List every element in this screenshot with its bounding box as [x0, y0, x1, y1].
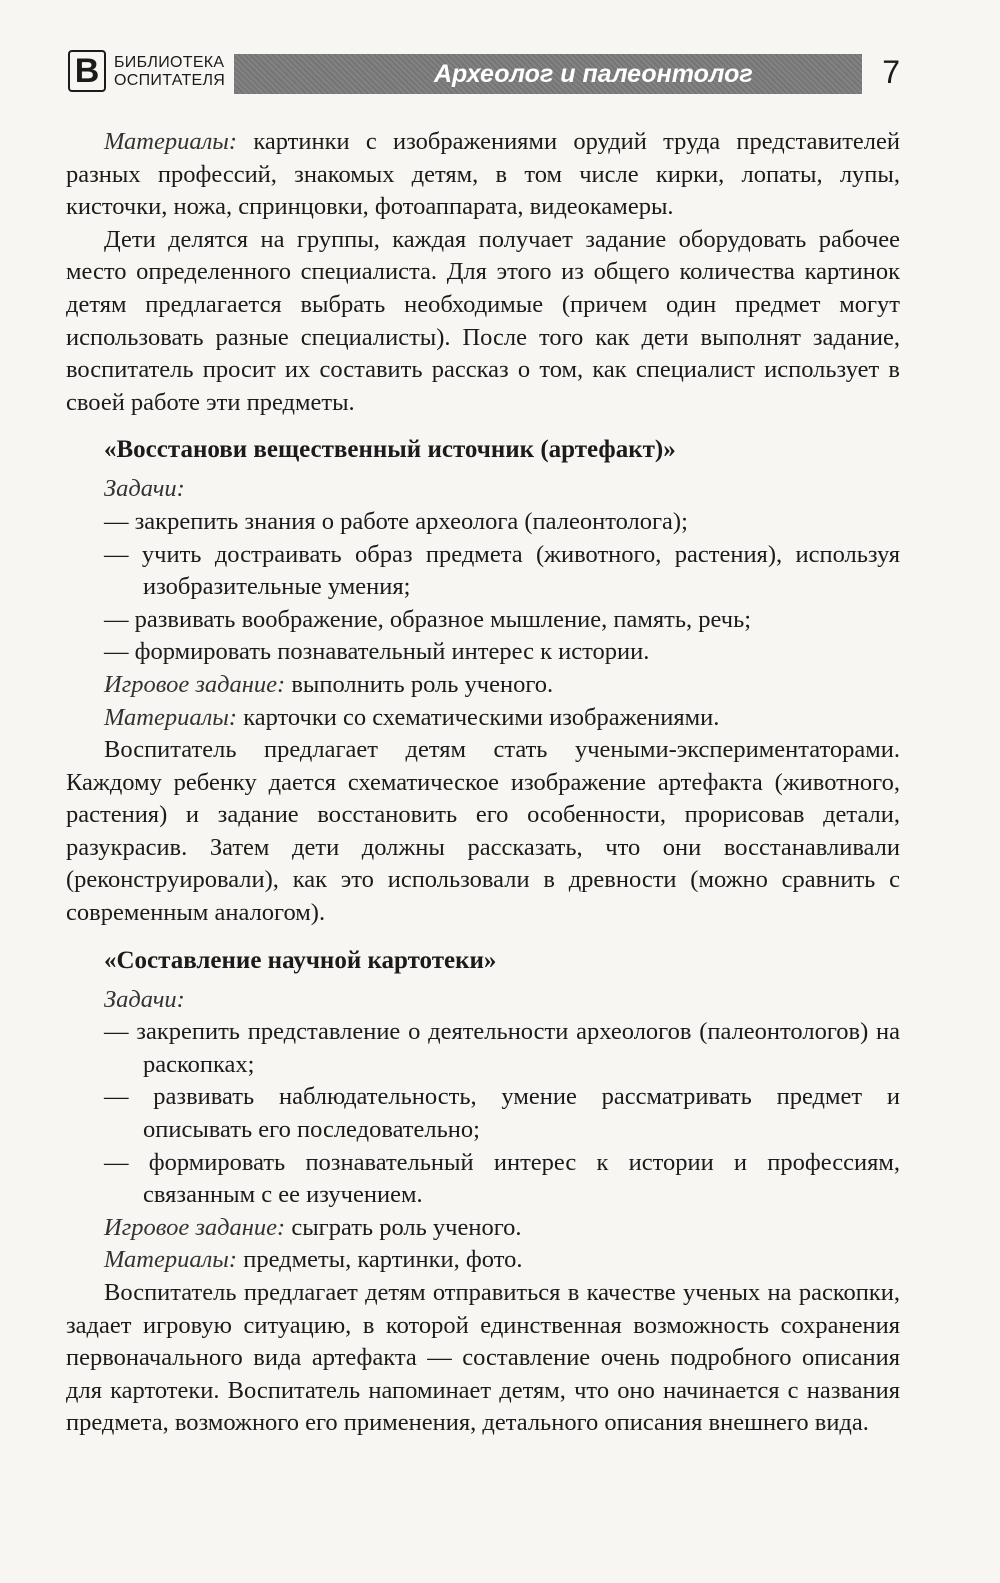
game-task — [66, 669, 900, 702]
task-item: — формировать познавательный интерес к истории и профессиям, связанным с ее изучением. — [104, 1148, 900, 1209]
intro-paragraph: Дети делятся на группы, каждая получает задание оборудовать рабочее место определенного специалиста. Для этого из общего количества картинок детям предлагается выбрать необходимые (причем один предмет могут использовать разные специалисты). После того как дети выполнят задание, воспитатель просит их составить рассказ о том, как специалист использует в своей работе эти предметы. — [66, 225, 900, 416]
materials-label: Материалы: — [104, 1246, 238, 1274]
materials-text: карточки со схематическими изображениями. — [237, 703, 720, 731]
game-paragraph: Воспитатель предлагает детям стать учеными-экспериментаторами. Каждому ребенку дается схематическое изображение артефакта (животного, растения) и задание восстановить его особенности, прорисовав детали, разукрасив. Затем дети должны рассказать, что они восстанавливали (реконструировали), как это использовали в древности (можно сравнить с современным аналогом). — [66, 736, 900, 927]
task-item: — учить достраивать образ предмета (животного, растения), используя изобразительные умения; — [104, 540, 900, 601]
game-title: «Восстанови вещественный источник (артефакт)» — [104, 436, 676, 464]
task-item: — развивать воображение, образное мышление, память, речь; — [104, 605, 752, 633]
logo-line-2: ОСПИТАТЕЛЯ — [114, 72, 226, 89]
game-title: «Составление научной картотеки» — [104, 946, 497, 974]
game-task-text: сыграть роль ученого. — [285, 1213, 522, 1241]
materials-label: Материалы: — [104, 703, 238, 731]
task-item: — развивать наблюдательность, умение рассматривать предмет и описывать его последовательно; — [104, 1083, 900, 1144]
tasks-label: Задачи: — [104, 985, 185, 1013]
game-task-label: Игровое задание: — [104, 1213, 286, 1241]
page-number: 7 — [882, 54, 900, 90]
series-logo — [66, 48, 236, 98]
task-item: — формировать познавательный интерес к истории. — [104, 638, 650, 666]
materials-text: предметы, картинки, фото. — [237, 1246, 523, 1274]
page-header — [66, 48, 900, 98]
task-item: — закрепить знания о работе археолога (палеонтолога); — [104, 507, 688, 535]
logo-letter: В — [68, 50, 106, 92]
materials-label: Материалы: — [104, 128, 238, 155]
game-task-label: Игровое задание: — [104, 670, 286, 698]
logo-line-1: БИБЛИОТЕКА — [114, 54, 225, 71]
game-task — [66, 1212, 900, 1245]
chapter-title: Археолог и палеонтолог — [434, 60, 753, 88]
game-paragraph: Воспитатель предлагает детям отправиться в качестве ученых на раскопки, задает игровую ситуацию, в которой единственная возможность сохранения первоначального вида артефакта — составление очень подробного описания для картотеки. Воспитатель напоминает детям, что оно начинается с названия предмета, возможного его применения, детального описания внешнего вида. — [66, 1279, 900, 1437]
game-materials — [66, 1244, 900, 1277]
game-task-text: выполнить роль ученого. — [285, 670, 554, 698]
tasks-label: Задачи: — [104, 475, 185, 503]
page-body — [66, 126, 900, 1440]
game-materials — [66, 702, 900, 735]
intro-materials — [66, 126, 900, 224]
chapter-banner — [234, 54, 862, 94]
materials-text: картинки с изображениями орудий труда представителей разных профессий, знакомых детям, в том числе кирки, лопаты, лупы, кисточки, ножа, спринцовки, фотоаппарата, видеокамеры. — [66, 128, 900, 221]
task-item: — закрепить представление о деятельности археологов (палеонтологов) на раскопках; — [104, 1018, 900, 1078]
